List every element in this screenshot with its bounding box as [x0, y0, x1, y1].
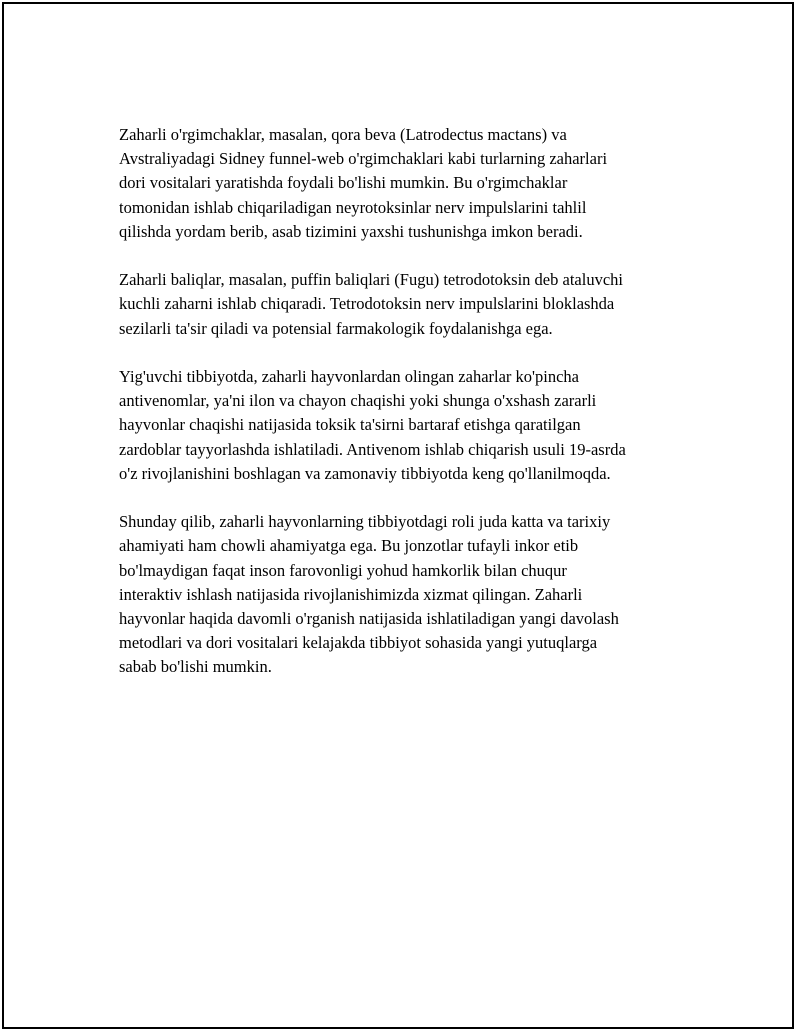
text-line: zardoblar tayyorlashda ishlatiladi. Antivenom ishlab chiqarish usuli 19-asrda	[119, 439, 626, 459]
text-line: Zaharli o'rgimchaklar, masalan, qora beva (Latrodectus mactans) va	[119, 125, 567, 144]
document-body	[119, 123, 719, 704]
paragraph-fish	[119, 268, 719, 341]
paragraph-antivenom	[119, 365, 719, 486]
document-page	[2, 2, 794, 1029]
text-line: Yig'uvchi tibbiyotda, zaharli hayvonlardan olingan zaharlar ko'pincha	[119, 367, 580, 386]
paragraph-conclusion	[119, 510, 719, 679]
text-line: ahamiyati ham chowli ahamiyatga ega. Bu jonzotlar tufayli inkor etib	[119, 536, 579, 556]
text-line: hayvonlar chaqishi natijasida toksik ta'sirni bartaraf etishga qaratilgan	[119, 415, 581, 435]
text-line: tomonidan ishlab chiqariladigan neyrotoksinlar nerv impulslarini tahlil	[119, 197, 587, 217]
text-line: interaktiv ishlash natijasida rivojlanishimizda xizmat qilingan. Zaharli	[119, 584, 583, 604]
text-line: qilishda yordam berib, asab tizimini yaxshi tushunishga imkon beradi.	[119, 221, 583, 241]
text-line: dori vositalari yaratishda foydali bo'lishi mumkin. Bu o'rgimchaklar	[119, 173, 568, 193]
text-line: o'z rivojlanishini boshlagan va zamonaviy tibbiyotda keng qo'llanilmoqda.	[119, 463, 611, 483]
text-line: sezilarli ta'sir qiladi va potensial farmakologik foydalanishga ega.	[119, 318, 553, 338]
text-line: Shunday qilib, zaharli hayvonlarning tibbiyotdagi roli juda katta va tarixiy	[119, 512, 611, 532]
text-line: antivenomlar, ya'ni ilon va chayon chaqishi yoki shunga o'xshash zararli	[119, 391, 597, 411]
text-line: kuchli zaharni ishlab chiqaradi. Tetrodotoksin nerv impulslarini bloklashda	[119, 294, 615, 314]
text-line: sabab bo'lishi mumkin.	[119, 657, 272, 677]
text-line: metodlari va dori vositalari kelajakda tibbiyot sohasida yangi yutuqlarga	[119, 633, 598, 653]
text-line: Avstraliyadagi Sidney funnel-web o'rgimchaklari kabi turlarning zaharlari	[119, 149, 608, 169]
text-line: bo'lmaydigan faqat inson farovonligi yohud hamkorlik bilan chuqur	[119, 560, 567, 580]
text-line: Zaharli baliqlar, masalan, puffin baliqlari (Fugu) tetrodotoksin deb ataluvchi	[119, 270, 623, 290]
paragraph-spiders	[119, 123, 719, 244]
text-line: hayvonlar haqida davomli o'rganish natijasida ishlatiladigan yangi davolash	[119, 609, 619, 629]
